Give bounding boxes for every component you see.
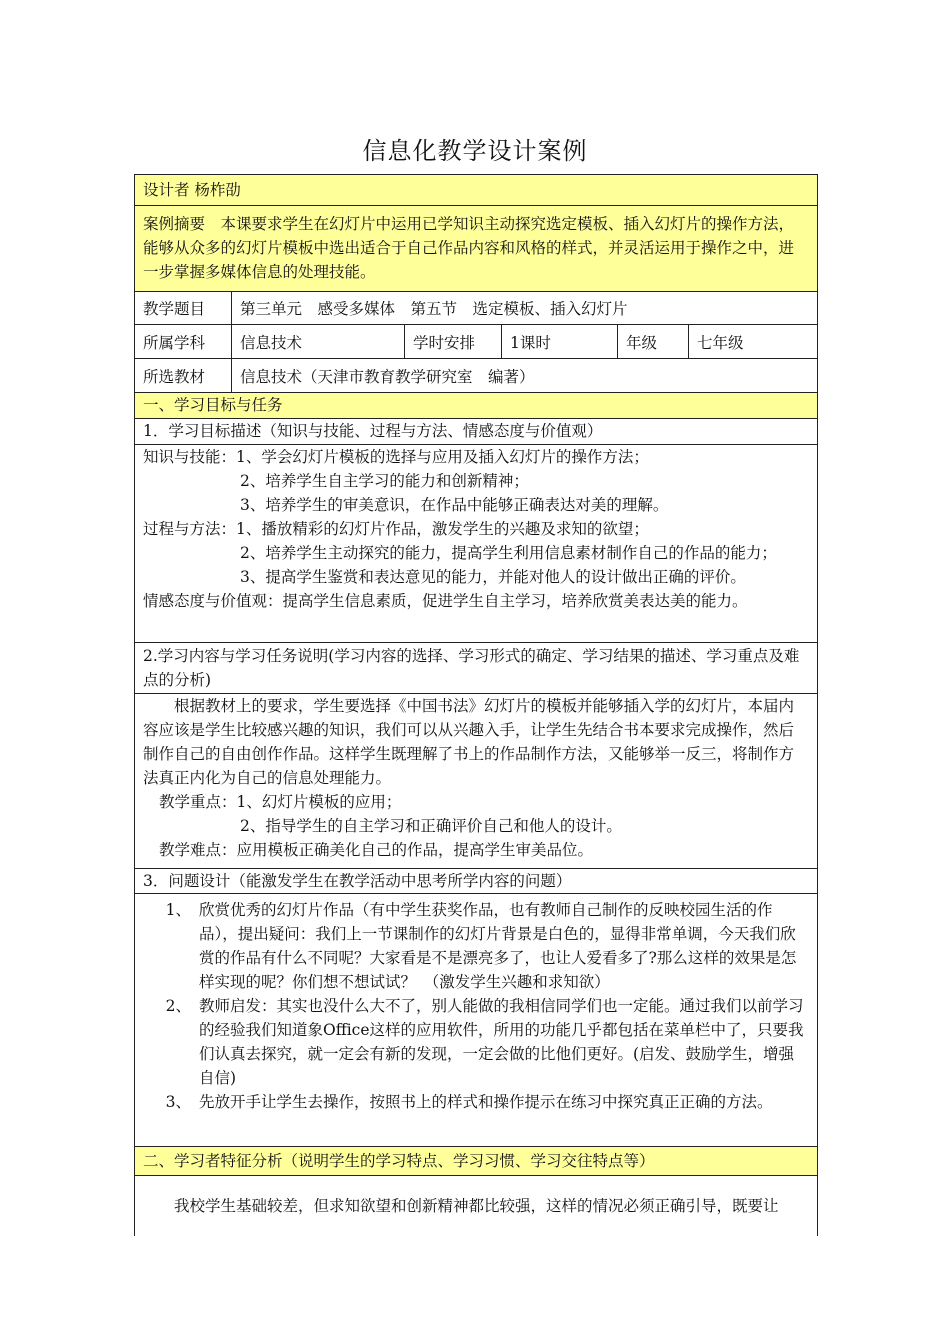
subject-label: 所属学科 (143, 333, 206, 352)
questions-heading-row (134, 869, 818, 894)
questions-heading: 3．问题设计（能激发学生在教学活动中思考所学内容的问题） (143, 872, 572, 890)
question-3-number: 3、 (165, 1093, 191, 1111)
topic-row (134, 292, 818, 325)
textbook-label: 所选教材 (143, 367, 206, 386)
question-2-text: 教师启发：其实也没什么大不了，别人能做的我相信同学们也一定能。通过我们以前学习的经验我们知道象Office这样的应用软件，所用的功能几乎都包括在菜单栏中了，只要我们认真去探究，就一定会有新的发现，一定会做的比他们更好。(启发、鼓励学生，增强自信) (199, 997, 804, 1087)
process-line-1: 过程与方法：1、播放精彩的幻灯片作品，激发学生的兴趣及求知的欲望； (143, 520, 649, 538)
question-3 (143, 1090, 809, 1114)
textbook-value: 信息技术（天津市教育教学研究室 编著） (231, 359, 817, 392)
subject-row (134, 325, 818, 359)
difficulty-line: 教学难点：应用模板正确美化自己的作品，提高学生审美品位。 (159, 841, 594, 859)
hours-label: 学时安排 (404, 325, 501, 358)
question-3-text: 先放开手让学生去操作，按照书上的样式和操作提示在练习中探究真正正确的方法。 (199, 1093, 773, 1111)
question-2 (143, 994, 809, 1090)
abstract-text: 案例摘要 本课要求学生在幻灯片中运用已学知识主动探究选定模板、插入幻灯片的操作方法，能够从众多的幻灯片模板中选出适合于自己作品内容和风格的样式，并灵活运用于操作之中，进一步掌握多媒体信息的处理技能。 (143, 215, 795, 281)
emotion-line: 情感态度与价值观：提高学生信息素质，促进学生自主学习，培养欣赏美表达美的能力。 (143, 592, 748, 610)
focus-line-2: 2、指导学生的自主学习和正确评价自己和他人的设计。 (240, 817, 622, 835)
section1-heading-row (134, 393, 818, 419)
section2-heading-row (134, 1147, 818, 1176)
content-heading: 2.学习内容与学习任务说明(学习内容的选择、学习形式的确定、学习结果的描述、学习重点及难点的分析) (143, 647, 800, 689)
design-table (134, 174, 818, 1236)
textbook-row (134, 359, 818, 393)
objectives-heading-row (134, 419, 818, 445)
page-title: 信息化教学设计案例 (362, 137, 588, 165)
objectives-body (134, 445, 818, 643)
question-2-number: 2、 (165, 997, 191, 1015)
learner-paragraph: 我校学生基础较差，但求知欲望和创新精神都比较强，这样的情况必须正确引导，既要让 (174, 1197, 779, 1215)
question-1 (143, 898, 809, 994)
abstract-row (134, 206, 818, 292)
question-1-number: 1、 (165, 901, 191, 919)
topic-value: 第三单元 感受多媒体 第五节 选定模板、插入幻灯片 (231, 292, 817, 324)
knowledge-line-1: 知识与技能：1、学会幻灯片模板的选择与应用及插入幻灯片的操作方法； (143, 448, 649, 466)
section1-heading: 一、学习目标与任务 (143, 396, 283, 414)
knowledge-line-2: 2、培养学生自主学习的能力和创新精神； (240, 472, 529, 490)
grade-label: 年级 (617, 325, 688, 358)
process-line-3: 3、提高学生鉴赏和表达意见的能力，并能对他人的设计做出正确的评价。 (240, 568, 746, 586)
designer-text: 设计者 杨柞劭 (143, 181, 241, 199)
designer-row (134, 174, 818, 206)
focus-line-1: 教学重点：1、幻灯片模板的应用； (159, 793, 402, 811)
content-heading-row (134, 643, 818, 694)
knowledge-line-3: 3、培养学生的审美意识，在作品中能够正确表达对美的理解。 (240, 496, 669, 514)
learner-body (134, 1176, 818, 1236)
objectives-heading: 1．学习目标描述（知识与技能、过程与方法、情感态度与价值观） (143, 422, 603, 440)
question-1-text: 欣赏优秀的幻灯片作品（有中学生获奖作品，也有教师自己制作的反映校园生活的作品），提出疑问：我们上一节课制作的幻灯片背景是白色的，显得非常单调，今天我们欣赏的作品有什么不同呢？大家看是不是漂亮多了，也让人爱看多了?那么这样的效果是怎样实现的呢？你们想不想试试？ （激发学生兴趣和求知欲） (199, 901, 797, 991)
topic-label: 教学题目 (143, 300, 206, 318)
process-line-2: 2、培养学生主动探究的能力，提高学生利用信息素材制作自己的作品的能力； (240, 544, 777, 562)
content-body (134, 694, 818, 869)
questions-body (134, 894, 818, 1147)
content-paragraph: 根据教材上的要求，学生要选择《中国书法》幻灯片的模板并能够插入学的幻灯片，本届内容应该是学生比较感兴趣的知识，我们可以从兴趣入手，让学生先结合书本要求完成操作，然后制作自己的自由创作作品。这样学生既理解了书上的作品制作方法，又能够举一反三，将制作方法真正内化为自己的信息处理能力。 (143, 697, 795, 787)
grade-value: 七年级 (688, 325, 817, 358)
hours-value: 1课时 (501, 325, 617, 358)
subject-value: 信息技术 (231, 325, 404, 358)
section2-heading: 二、学习者特征分析（说明学生的学习特点、学习习惯、学习交往特点等） (143, 1152, 655, 1170)
